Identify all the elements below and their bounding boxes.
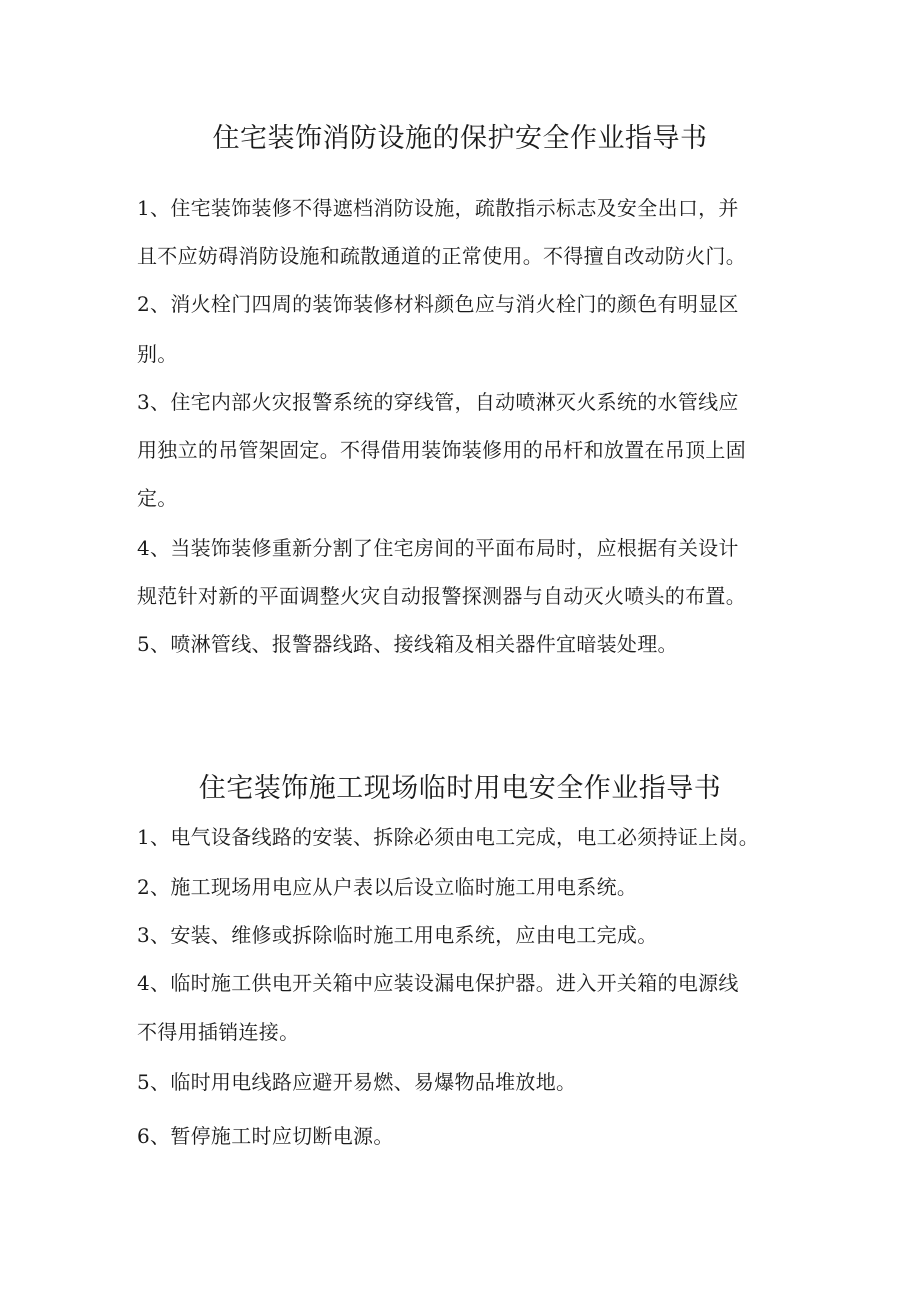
paragraph-line: 1、住宅装饰装修不得遮档消防设施，疏散指示标志及安全出口，并: [137, 196, 739, 220]
paragraph-line: 6、暂停施工时应切断电源。: [137, 1124, 394, 1148]
paragraph-line: 用独立的吊管架固定。不得借用装饰装修用的吊杆和放置在吊顶上固: [137, 438, 746, 462]
paragraph-line: 5、喷淋管线、报警器线路、接线箱及相关器件宜暗装处理。: [137, 632, 678, 656]
paragraph-line: 1、电气设备线路的安装、拆除必须由电工完成，电工必须持证上岗。: [137, 825, 760, 849]
paragraph-line: 规范针对新的平面调整火灾自动报警探测器与自动灭火喷头的布置。: [137, 584, 746, 608]
paragraph-line: 定。: [137, 486, 178, 510]
paragraph-line: 不得用插销连接。: [137, 1020, 300, 1044]
paragraph-line: 5、临时用电线路应避开易燃、易爆物品堆放地。: [137, 1070, 577, 1094]
paragraph-line: 4、临时施工供电开关箱中应装设漏电保护器。进入开关箱的电源线: [137, 971, 739, 995]
section-title-temporary-electricity: 住宅装饰施工现场临时用电安全作业指导书: [198, 773, 722, 804]
paragraph-line: 4、当装饰装修重新分割了住宅房间的平面布局时，应根据有关设计: [137, 536, 739, 560]
section-title-fire-protection: 住宅装饰消防设施的保护安全作业指导书: [212, 123, 708, 154]
paragraph-line: 3、安装、维修或拆除临时施工用电系统，应由电工完成。: [137, 923, 658, 947]
paragraph-line: 2、消火栓门四周的装饰装修材料颜色应与消火栓门的颜色有明显区: [137, 292, 739, 316]
paragraph-line: 2、施工现场用电应从户表以后设立临时施工用电系统。: [137, 875, 638, 899]
paragraph-line: 且不应妨碍消防设施和疏散通道的正常使用。不得擅自改动防火门。: [137, 244, 746, 268]
paragraph-line: 3、住宅内部火灾报警系统的穿线管，自动喷淋灭火系统的水管线应: [137, 390, 739, 414]
paragraph-line: 别。: [137, 342, 178, 366]
